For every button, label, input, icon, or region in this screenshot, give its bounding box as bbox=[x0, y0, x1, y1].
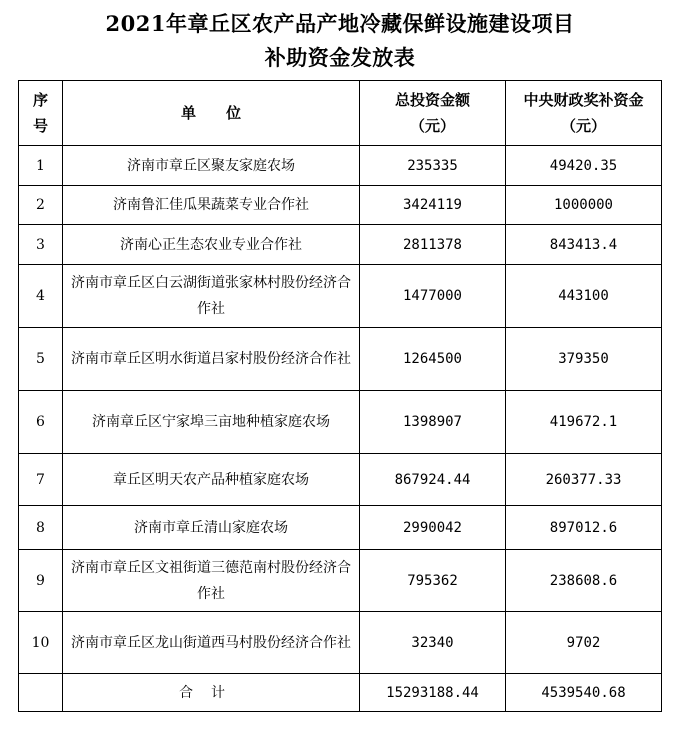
row-central-subsidy: 379350 bbox=[506, 328, 662, 391]
table-row bbox=[19, 328, 662, 391]
row-unit-name: 济南市章丘区白云湖街道张家林村股份经济合作社 bbox=[63, 265, 360, 328]
table-row bbox=[19, 225, 662, 265]
row-index: 6 bbox=[19, 391, 63, 454]
row-index: 9 bbox=[19, 550, 63, 612]
table-row bbox=[19, 506, 662, 550]
table-row bbox=[19, 612, 662, 674]
total-row bbox=[19, 674, 662, 712]
total-investment-sum: 15293188.44 bbox=[360, 674, 506, 712]
row-central-subsidy: 260377.33 bbox=[506, 454, 662, 506]
row-total-investment: 2990042 bbox=[360, 506, 506, 550]
row-unit-name: 济南心正生态农业专业合作社 bbox=[63, 225, 360, 265]
row-total-investment: 1398907 bbox=[360, 391, 506, 454]
header-row bbox=[19, 81, 662, 146]
row-unit-name: 济南市章丘区龙山街道西马村股份经济合作社 bbox=[63, 612, 360, 674]
total-index-cell bbox=[19, 674, 63, 712]
row-total-investment: 235335 bbox=[360, 146, 506, 186]
header-index: 序 号 bbox=[19, 81, 63, 146]
row-central-subsidy: 1000000 bbox=[506, 186, 662, 225]
row-central-subsidy: 443100 bbox=[506, 265, 662, 328]
row-unit-name: 济南市章丘区明水街道吕家村股份经济合作社 bbox=[63, 328, 360, 391]
row-central-subsidy: 238608.6 bbox=[506, 550, 662, 612]
row-central-subsidy: 419672.1 bbox=[506, 391, 662, 454]
row-total-investment: 1477000 bbox=[360, 265, 506, 328]
row-unit-name: 济南市章丘清山家庭农场 bbox=[63, 506, 360, 550]
row-central-subsidy: 49420.35 bbox=[506, 146, 662, 186]
page-title: 2021年章丘区农产品产地冷藏保鲜设施建设项目 bbox=[105, 11, 575, 36]
total-subsidy-sum: 4539540.68 bbox=[506, 674, 662, 712]
row-total-investment: 1264500 bbox=[360, 328, 506, 391]
row-central-subsidy: 843413.4 bbox=[506, 225, 662, 265]
row-index: 5 bbox=[19, 328, 63, 391]
row-index: 7 bbox=[19, 454, 63, 506]
row-total-investment: 3424119 bbox=[360, 186, 506, 225]
page-subtitle: 补助资金发放表 bbox=[264, 45, 416, 70]
row-index: 4 bbox=[19, 265, 63, 328]
row-total-investment: 32340 bbox=[360, 612, 506, 674]
row-total-investment: 867924.44 bbox=[360, 454, 506, 506]
table-row bbox=[19, 550, 662, 612]
header-unit: 单 位 bbox=[63, 81, 360, 146]
row-index: 10 bbox=[19, 612, 63, 674]
table-row bbox=[19, 265, 662, 328]
row-index: 3 bbox=[19, 225, 63, 265]
row-unit-name: 章丘区明天农产品种植家庭农场 bbox=[63, 454, 360, 506]
row-index: 8 bbox=[19, 506, 63, 550]
row-index: 1 bbox=[19, 146, 63, 186]
total-label: 合计 bbox=[63, 674, 360, 712]
table-row bbox=[19, 146, 662, 186]
row-central-subsidy: 897012.6 bbox=[506, 506, 662, 550]
table-row bbox=[19, 186, 662, 225]
table-row bbox=[19, 391, 662, 454]
row-central-subsidy: 9702 bbox=[506, 612, 662, 674]
row-index: 2 bbox=[19, 186, 63, 225]
header-central-subsidy: 中央财政奖补资金 （元） bbox=[506, 81, 662, 146]
row-total-investment: 2811378 bbox=[360, 225, 506, 265]
row-unit-name: 济南市章丘区聚友家庭农场 bbox=[63, 146, 360, 186]
row-unit-name: 济南市章丘区文祖街道三德范南村股份经济合作社 bbox=[63, 550, 360, 612]
row-unit-name: 济南鲁汇佳瓜果蔬菜专业合作社 bbox=[63, 186, 360, 225]
header-total-investment: 总投资金额 （元） bbox=[360, 81, 506, 146]
row-unit-name: 济南章丘区宁家埠三亩地种植家庭农场 bbox=[63, 391, 360, 454]
table-row bbox=[19, 454, 662, 506]
row-total-investment: 795362 bbox=[360, 550, 506, 612]
subsidy-table bbox=[18, 80, 662, 712]
